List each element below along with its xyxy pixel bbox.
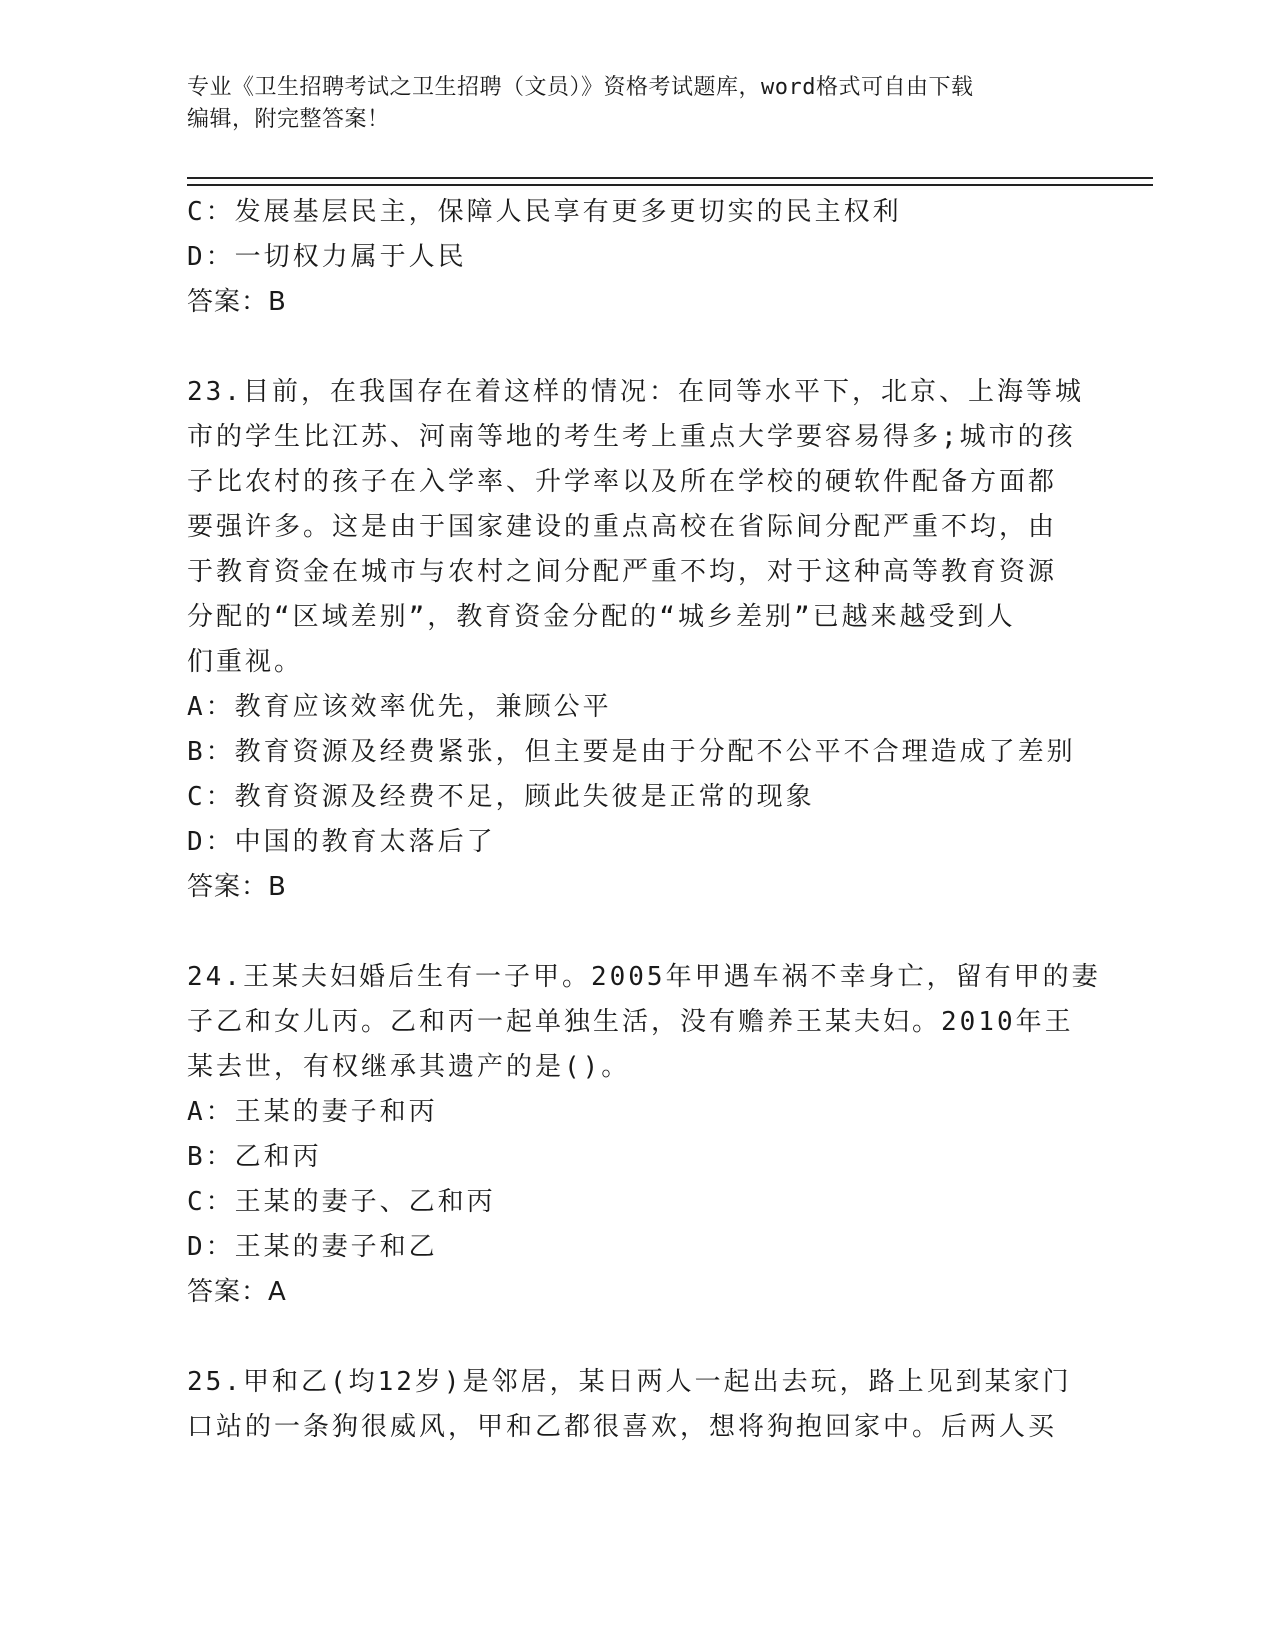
- option-d: D：中国的教育太落后了: [187, 827, 496, 857]
- question-stem: [187, 1360, 1087, 1450]
- header-divider-bottom: [187, 184, 1153, 186]
- option-a: A：王某的妻子和丙: [187, 1097, 438, 1127]
- stem-line: 24.王某夫妇婚后生有一子甲。2005年甲遇车祸不幸身亡，留有甲的妻: [187, 962, 1101, 992]
- question-22: [187, 190, 1087, 325]
- question-24: [187, 955, 1101, 1315]
- option-c: C：教育资源及经费不足，顾此失彼是正常的现象: [187, 782, 815, 812]
- stem-line: 25.甲和乙(均12岁)是邻居，某日两人一起出去玩，路上见到某家门: [187, 1367, 1072, 1397]
- spacer: [187, 1315, 1087, 1360]
- answer-line: 答案：B: [187, 287, 287, 317]
- stem-line: 子乙和女儿丙。乙和丙一起单独生活，没有赡养王某夫妇。2010年王: [187, 1007, 1074, 1037]
- question-stem: [187, 370, 1087, 685]
- spacer: [187, 910, 1087, 955]
- stem-line: 23.目前，在我国存在着这样的情况：在同等水平下，北京、上海等城: [187, 377, 1084, 407]
- option-a: A：教育应该效率优先，兼顾公平: [187, 692, 612, 722]
- header-title-line-2: 编辑，附完整答案！: [187, 107, 390, 132]
- header-title-line-1: 专业《卫生招聘考试之卫生招聘（文员）》资格考试题库，word格式可自由下载: [187, 75, 974, 100]
- stem-line: 某去世，有权继承其遗产的是()。: [187, 1052, 631, 1082]
- question-stem: [187, 955, 1101, 1090]
- stem-line: 要强许多。这是由于国家建设的重点高校在省际间分配严重不均，由: [187, 512, 1058, 542]
- answer-line: 答案：B: [187, 872, 287, 902]
- option-c: C：发展基层民主，保障人民享有更多更切实的民主权利: [187, 197, 902, 227]
- question-25: [187, 1360, 1087, 1450]
- stem-line: 市的学生比江苏、河南等地的考生考上重点大学要容易得多;城市的孩: [187, 422, 1076, 452]
- option-d: D：一切权力属于人民: [187, 242, 467, 272]
- stem-line: 们重视。: [187, 647, 304, 677]
- option-b: B：教育资源及经费紧张，但主要是由于分配不公平不合理造成了差别: [187, 737, 1076, 767]
- option-c: C：王某的妻子、乙和丙: [187, 1187, 496, 1217]
- option-d: D：王某的妻子和乙: [187, 1232, 438, 1262]
- stem-line: 口站的一条狗很威风，甲和乙都很喜欢，想将狗抱回家中。后两人买: [187, 1412, 1058, 1442]
- question-23: [187, 370, 1087, 910]
- question-content: [187, 190, 1101, 1450]
- stem-line: 子比农村的孩子在入学率、升学率以及所在学校的硬软件配备方面都: [187, 467, 1058, 497]
- option-b: B：乙和丙: [187, 1142, 322, 1172]
- page-header: [187, 72, 1087, 136]
- spacer: [187, 325, 1087, 370]
- stem-line: 于教育资金在城市与农村之间分配严重不均，对于这种高等教育资源: [187, 557, 1058, 587]
- header-divider-top: [187, 177, 1153, 179]
- stem-line: 分配的“区域差别”，教育资金分配的“城乡差别”已越来越受到人: [187, 602, 1016, 632]
- answer-line: 答案：A: [187, 1277, 287, 1307]
